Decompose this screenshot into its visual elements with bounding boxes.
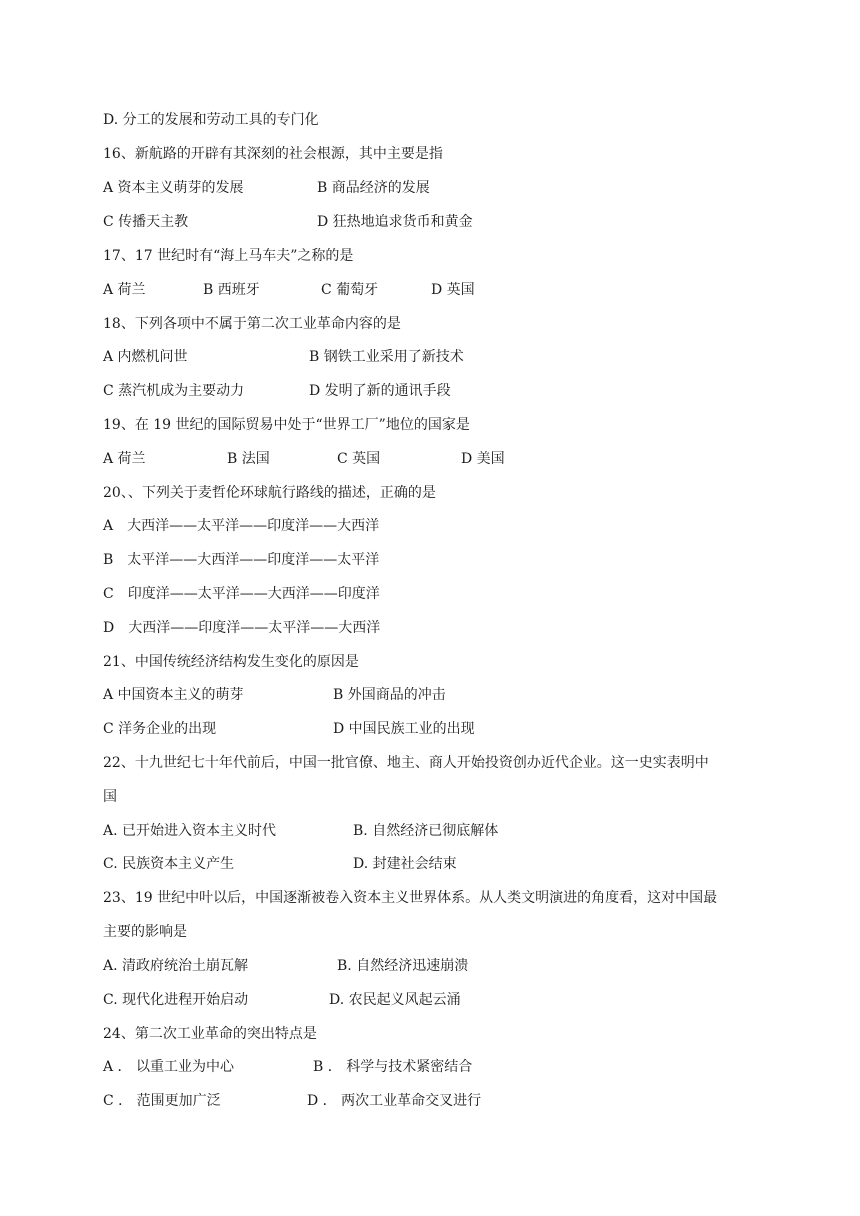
option-c: C 洋务企业的出现 xyxy=(103,721,217,737)
option-d: D ． 两次工业革命交叉进行 xyxy=(307,1093,482,1109)
question-text: 23、19 世纪中叶以后，中国逐渐被卷入资本主义世界体系。从人类文明演进的角度看，这对中国最 xyxy=(103,890,718,906)
option-c: C. 民族资本主义产生 xyxy=(103,856,235,872)
option-b: B 钢铁工业采用了新技术 xyxy=(309,349,464,365)
question-text: 20、、下列关于麦哲伦环球航行路线的描述，正确的是 xyxy=(103,485,436,501)
question-text: 19、在 19 世纪的国际贸易中处于“世界工厂”地位的国家是 xyxy=(103,417,470,433)
option-a: A 中国资本主义的萌芽 xyxy=(103,687,244,703)
question-17 xyxy=(103,246,353,266)
option-d: D 发明了新的通讯手段 xyxy=(309,383,451,399)
option-c: C. 现代化进程开始启动 xyxy=(103,992,249,1008)
option-d: D. 封建社会结束 xyxy=(353,856,457,872)
question-text: 24、第二次工业革命的突出特点是 xyxy=(103,1026,317,1042)
option-b: B 法国 xyxy=(227,451,270,467)
option-d: D 英国 xyxy=(431,282,475,298)
question-23-continued xyxy=(103,922,187,942)
question-text: 17、17 世纪时有“海上马车夫”之称的是 xyxy=(103,248,354,264)
question-24 xyxy=(103,1024,317,1044)
option-d: D 大西洋——印度洋——太平洋——大西洋 xyxy=(103,620,381,636)
option-a: A. 已开始进入资本主义时代 xyxy=(103,823,277,839)
option-a: A 大西洋——太平洋——印度洋——大西洋 xyxy=(103,518,380,534)
question-19 xyxy=(103,415,470,435)
option-b: B ． 科学与技术紧密结合 xyxy=(313,1059,473,1075)
option-b: B 太平洋——大西洋——印度洋——太平洋 xyxy=(103,552,380,568)
option-a: A. 清政府统治土崩瓦解 xyxy=(103,958,249,974)
option-b: B. 自然经济已彻底解体 xyxy=(353,823,499,839)
option-line-q20-c xyxy=(103,584,380,604)
question-18 xyxy=(103,314,401,334)
question-text: 22、十九世纪七十年代前后，中国一批官僚、地主、商人开始投资创办近代企业。这一史实表明中 xyxy=(103,755,709,771)
question-21 xyxy=(103,652,359,672)
option-line-q20-d xyxy=(103,618,380,638)
option-c: C 蒸汽机成为主要动力 xyxy=(103,383,245,399)
option-c: C 葡萄牙 xyxy=(321,282,379,298)
option-line-q15-d xyxy=(103,110,319,130)
option-a: A 荷兰 xyxy=(103,451,146,467)
option-c: C 英国 xyxy=(337,451,381,467)
question-22-continued xyxy=(103,787,117,807)
option-b: B 外国商品的冲击 xyxy=(333,687,446,703)
question-23 xyxy=(103,888,717,908)
question-text: 国 xyxy=(103,789,117,805)
option-text: D. 分工的发展和劳动工具的专门化 xyxy=(103,112,319,128)
question-20 xyxy=(103,483,436,503)
option-b: B 商品经济的发展 xyxy=(317,180,430,196)
option-line-q20-a xyxy=(103,516,379,536)
option-c: C ． 范围更加广泛 xyxy=(103,1093,221,1109)
option-d: D 中国民族工业的出现 xyxy=(333,721,475,737)
question-text: 主要的影响是 xyxy=(103,924,187,940)
option-a: A ． 以重工业为中心 xyxy=(103,1059,235,1075)
question-16 xyxy=(103,144,443,164)
option-d: D 狂热地追求货币和黄金 xyxy=(317,214,473,230)
option-b: B. 自然经济迅速崩溃 xyxy=(337,958,469,974)
option-d: D. 农民起义风起云涌 xyxy=(329,992,461,1008)
option-a: A 荷兰 xyxy=(103,282,146,298)
question-22 xyxy=(103,753,709,773)
option-line-q20-b xyxy=(103,550,379,570)
question-text: 21、中国传统经济结构发生变化的原因是 xyxy=(103,654,359,670)
option-c: C 传播天主教 xyxy=(103,214,189,230)
question-text: 18、下列各项中不属于第二次工业革命内容的是 xyxy=(103,316,401,332)
option-c: C 印度洋——太平洋——大西洋——印度洋 xyxy=(103,586,380,602)
option-d: D 美国 xyxy=(461,451,505,467)
question-text: 16、新航路的开辟有其深刻的社会根源，其中主要是指 xyxy=(103,146,443,162)
option-a: A 内燃机问世 xyxy=(103,349,188,365)
option-b: B 西班牙 xyxy=(203,282,260,298)
option-a: A 资本主义萌芽的发展 xyxy=(103,180,244,196)
